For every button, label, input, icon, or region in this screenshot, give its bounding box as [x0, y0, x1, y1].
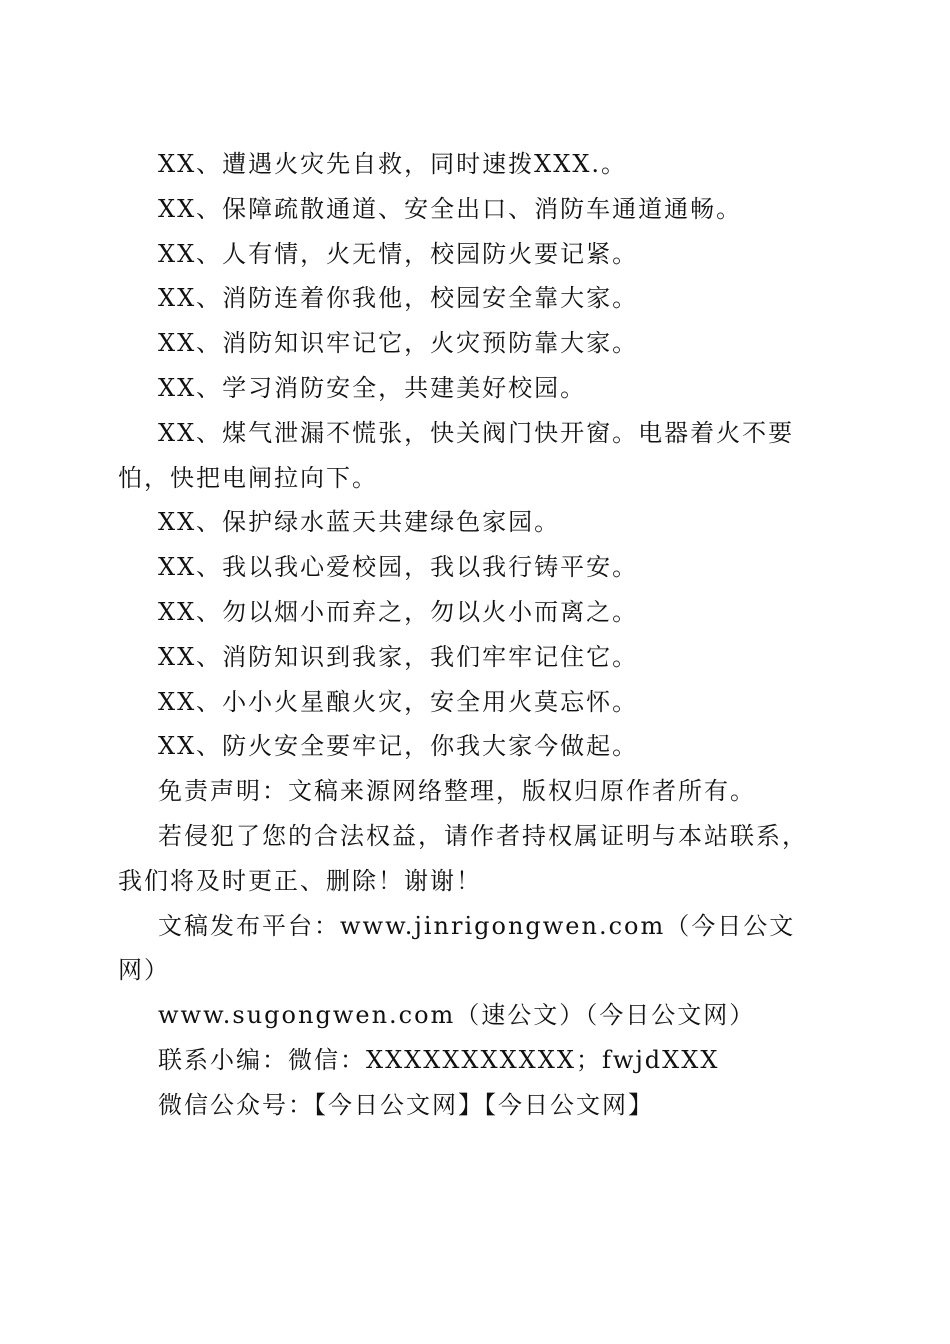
site-line: www.sugongwen.com（速公文）（今日公文网） [158, 1001, 756, 1030]
wechat-line: 微信公众号：【今日公文网】【今日公文网】 [158, 1090, 654, 1119]
document-body [118, 142, 833, 1128]
slogan-paragraph-13: XX、防火安全要牢记，你我大家今做起。 [158, 732, 639, 761]
slogan-paragraph-3: XX、人有情，火无情，校园防火要记紧。 [158, 239, 639, 268]
slogan-paragraph-5: XX、消防知识牢记它，火灾预防靠大家。 [158, 329, 639, 358]
slogan-paragraph-8: XX、保护绿水蓝天共建绿色家园。 [158, 508, 561, 537]
platform-line: 文稿发布平台：www.jinrigongwen.com（今日公文网） [118, 911, 796, 985]
slogan-paragraph-12: XX、小小火星酿火灾，安全用火莫忘怀。 [158, 687, 639, 716]
slogan-paragraph-2: XX、保障疏散通道、安全出口、消防车通道通畅。 [158, 194, 743, 223]
slogan-paragraph-9: XX、我以我心爱校园，我以我行铸平安。 [158, 553, 639, 582]
disclaimer: 免责声明：文稿来源网络整理，版权归原作者所有。 [158, 777, 756, 806]
infringement-notice: 若侵犯了您的合法权益，请作者持权属证明与本站联系，我们将及时更正、删除！谢谢！ [118, 821, 808, 895]
contact-line: 联系小编：微信：XXXXXXXXXXX；fwjdXXX [158, 1045, 720, 1074]
slogan-paragraph-4: XX、消防连着你我他，校园安全靠大家。 [158, 284, 639, 313]
slogan-paragraph-1: XX、遭遇火灾先自救，同时速拨XXX.。 [158, 150, 628, 178]
slogan-paragraph-6: XX、学习消防安全，共建美好校园。 [158, 373, 587, 402]
slogan-paragraph-10: XX、勿以烟小而弃之，勿以火小而离之。 [158, 597, 639, 626]
slogan-paragraph-7: XX、煤气泄漏不慌张，快关阀门快开窗。电器着火不要怕，快把电闸拉向下。 [118, 418, 795, 492]
slogan-paragraph-11: XX、消防知识到我家，我们牢牢记住它。 [158, 642, 639, 671]
